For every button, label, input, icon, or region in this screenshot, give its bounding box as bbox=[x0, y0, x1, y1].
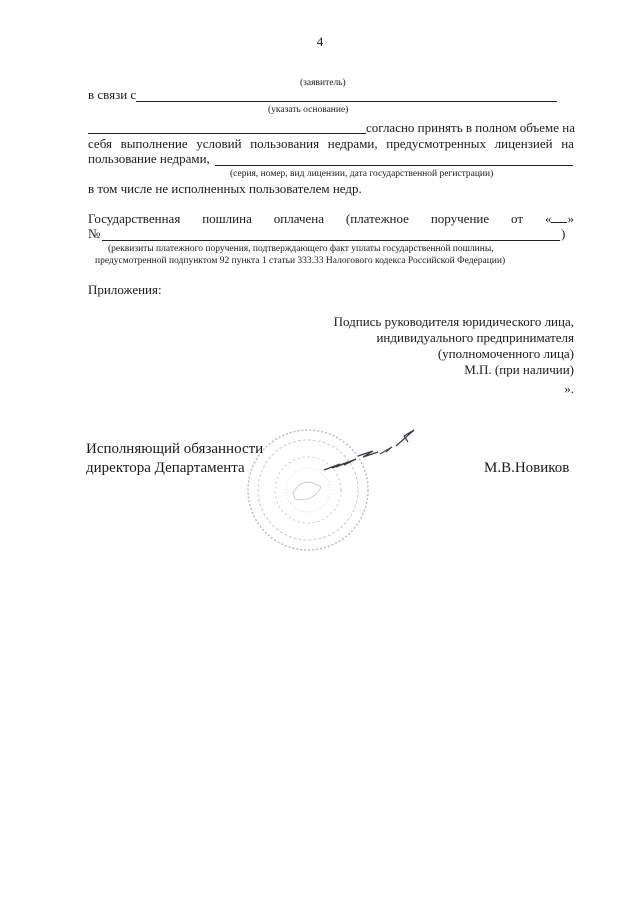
license-line bbox=[215, 165, 573, 166]
requisites-caption-1: (реквизиты платежного поручения, подтверждающего факт уплаты государственной пошлины, bbox=[108, 244, 494, 254]
license-caption: (серия, номер, вид лицензии, дата государственной регистрации) bbox=[230, 169, 494, 179]
official-title bbox=[86, 440, 263, 478]
word: условий bbox=[196, 136, 242, 151]
close-paren: ) bbox=[561, 226, 566, 241]
basis-caption: (указать основание) bbox=[268, 105, 349, 115]
signature-line: (уполномоченного лица) bbox=[437, 346, 574, 361]
word: (платежное bbox=[345, 211, 409, 226]
unfulfilled-text: в том числе не исполненных пользователем недр. bbox=[88, 181, 362, 196]
basis-line bbox=[136, 101, 557, 102]
handwritten-signature bbox=[318, 422, 418, 477]
word: на bbox=[561, 136, 574, 151]
word: пошлина bbox=[202, 211, 252, 226]
payment-date-field: « » bbox=[544, 211, 574, 226]
obligations-line bbox=[88, 136, 574, 152]
number-sign: № bbox=[88, 226, 101, 241]
official-name: М.В.Новиков bbox=[484, 460, 570, 476]
requisites-caption-2: предусмотренной подпунктом 92 пункта 1 статьи 333.33 Налогового кодекса Российской Федерации) bbox=[95, 256, 506, 266]
applicant-caption: (заявитель) bbox=[300, 78, 346, 88]
signature-block bbox=[334, 314, 574, 397]
word: оплачена bbox=[273, 211, 324, 226]
word: лицензией bbox=[494, 136, 553, 151]
word: себя bbox=[88, 136, 112, 151]
attachments-label: Приложения: bbox=[88, 282, 162, 297]
agree-text: согласно принять в полном объеме на bbox=[366, 120, 575, 135]
signature-line: М.П. (при наличии) bbox=[464, 362, 574, 377]
official-title-line: директора Департамента bbox=[86, 460, 245, 476]
signature-line: индивидуального предпринимателя bbox=[376, 330, 574, 345]
word: от bbox=[511, 211, 524, 226]
word: пользования bbox=[250, 136, 320, 151]
closing-quote: ». bbox=[564, 381, 574, 396]
word: поручение bbox=[430, 211, 490, 226]
page-number: 4 bbox=[316, 34, 324, 49]
word: Государственная bbox=[88, 211, 181, 226]
in-connection-label: в связи с bbox=[88, 87, 137, 102]
agree-line bbox=[88, 133, 366, 134]
state-duty-line bbox=[88, 211, 574, 227]
word: выполнение bbox=[120, 136, 188, 151]
signature-line: Подпись руководителя юридического лица, bbox=[333, 314, 574, 329]
subsoil-use-label: пользование недрами, bbox=[88, 151, 210, 166]
word: недрами, bbox=[327, 136, 378, 151]
requisites-line bbox=[102, 240, 560, 241]
word: предусмотренных bbox=[386, 136, 487, 151]
official-title-line: Исполняющий обязанности bbox=[86, 441, 264, 457]
